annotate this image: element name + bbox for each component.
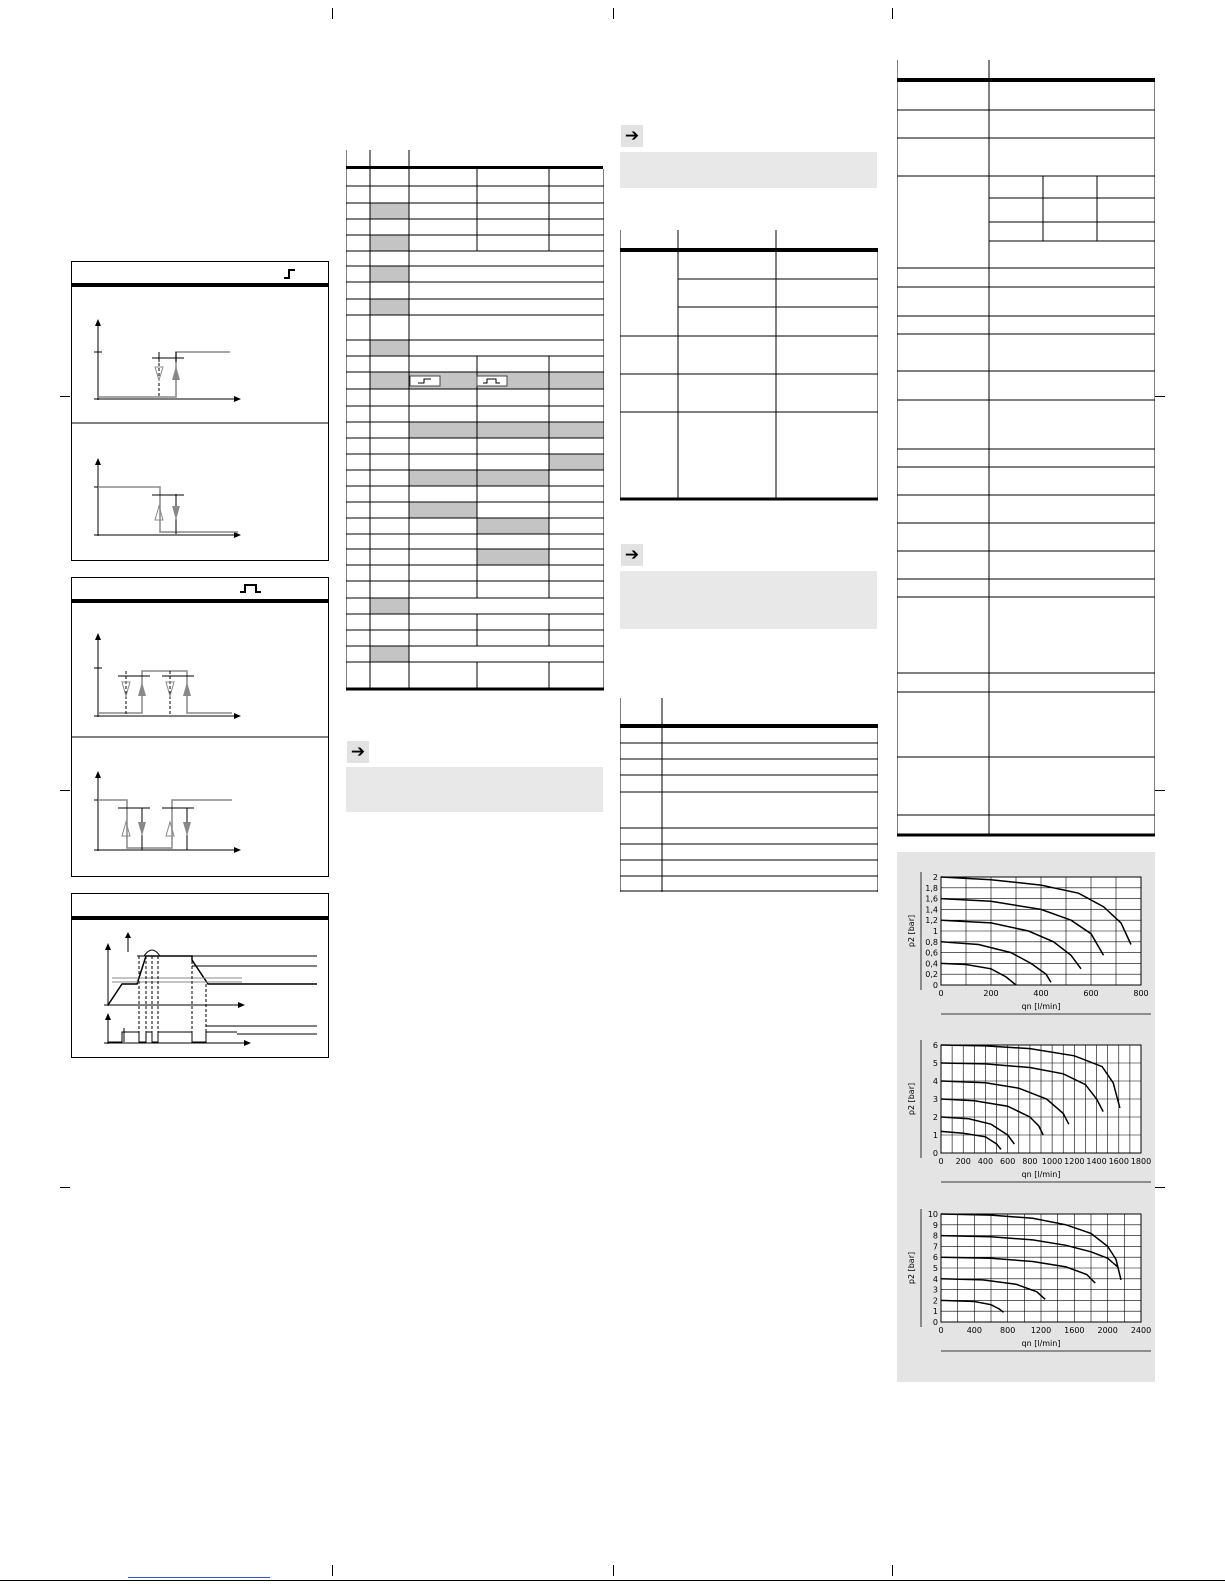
y-tick-label: 0,6 <box>925 948 938 958</box>
crop-mark <box>613 1565 614 1576</box>
settings-table <box>620 230 878 502</box>
crop-mark <box>60 790 70 791</box>
x-tick-label: 200 <box>983 989 999 998</box>
switch-diagram-box <box>71 261 329 561</box>
switch-diagram <box>72 262 328 560</box>
x-tick-label: 1000 <box>1041 1157 1063 1166</box>
y-tick-label: 1,4 <box>925 905 938 915</box>
y-tick-label: 2 <box>932 873 938 882</box>
x-tick-label: 800 <box>1133 989 1149 998</box>
note-box <box>620 152 877 188</box>
y-tick-label: 3 <box>932 1285 938 1295</box>
y-tick-label: 6 <box>932 1253 938 1263</box>
window-diagram <box>72 578 328 876</box>
y-axis-label: p2 [bar] <box>907 1251 916 1285</box>
x-axis-label: qn [l/min] <box>1021 1002 1061 1011</box>
y-tick-label: 1,6 <box>925 894 938 904</box>
crop-mark <box>892 8 893 19</box>
x-tick-label: 2400 <box>1130 1326 1152 1335</box>
technical-data-table <box>897 60 1155 838</box>
y-tick-label: 5 <box>932 1059 938 1068</box>
timing-diagram <box>72 894 328 1057</box>
y-tick-label: 2 <box>932 1296 938 1306</box>
y-axis-label: p2 [bar] <box>907 914 916 948</box>
y-tick-label: 3 <box>932 1095 938 1104</box>
x-tick-label: 1200 <box>1064 1157 1085 1166</box>
y-tick-label: 1 <box>932 1307 938 1317</box>
x-tick-label: 0 <box>938 1326 944 1335</box>
y-tick-label: 10 <box>927 1210 938 1219</box>
x-tick-label: 1600 <box>1064 1326 1085 1335</box>
flow-charts-panel <box>897 852 1155 1382</box>
x-tick-label: 2000 <box>1097 1326 1118 1335</box>
arrow-right-icon: ➔ <box>347 741 369 763</box>
x-axis-label: qn [l/min] <box>1021 1170 1061 1179</box>
y-axis-label: p2 [bar] <box>907 1082 916 1116</box>
crop-mark <box>332 1565 333 1576</box>
crop-mark <box>60 396 70 397</box>
x-tick-label: 400 <box>977 1157 994 1166</box>
y-tick-label: 1,2 <box>925 916 938 926</box>
footer-link[interactable] <box>128 1577 270 1578</box>
y-tick-label: 5 <box>932 1264 938 1273</box>
x-tick-label: 0 <box>938 1157 944 1166</box>
y-tick-label: 1 <box>932 1131 938 1140</box>
x-tick-label: 1800 <box>1130 1157 1152 1166</box>
x-tick-label: 1200 <box>1030 1326 1052 1335</box>
crop-mark <box>332 8 333 19</box>
x-tick-label: 800 <box>1022 1157 1038 1166</box>
crop-mark <box>1155 790 1165 791</box>
x-tick-label: 0 <box>938 989 944 998</box>
window-diagram-box <box>71 577 329 877</box>
note-box <box>620 571 877 629</box>
y-tick-label: 4 <box>932 1077 938 1086</box>
crop-mark <box>60 1187 70 1188</box>
x-tick-label: 800 <box>1000 1326 1016 1335</box>
crop-mark <box>1155 396 1165 397</box>
arrow-right-icon: ➔ <box>621 544 643 566</box>
x-tick-label: 400 <box>1033 989 1049 998</box>
footer-rule <box>0 1580 1225 1581</box>
y-tick-label: 7 <box>932 1242 938 1252</box>
y-tick-label: 2 <box>932 1113 938 1122</box>
timing-diagram-box <box>71 893 329 1058</box>
y-tick-label: 0,2 <box>925 970 938 980</box>
crop-mark <box>1155 1187 1165 1188</box>
y-tick-label: 6 <box>932 1041 938 1050</box>
y-tick-label: 0 <box>932 1318 938 1327</box>
arrow-right-icon: ➔ <box>621 125 643 147</box>
y-tick-label: 1 <box>932 927 938 936</box>
x-tick-label: 1600 <box>1108 1157 1129 1166</box>
x-tick-label: 600 <box>1083 989 1099 998</box>
y-tick-label: 9 <box>932 1220 938 1230</box>
y-tick-label: 0 <box>932 981 938 990</box>
y-tick-label: 0,4 <box>925 959 938 969</box>
y-tick-label: 4 <box>932 1274 938 1284</box>
pulse-signal-icon <box>240 585 261 592</box>
note-box <box>346 767 603 812</box>
x-tick-label: 1400 <box>1086 1157 1107 1166</box>
x-axis-label: qn [l/min] <box>1021 1339 1061 1348</box>
step-signal-icon <box>284 270 295 278</box>
error-table <box>620 698 878 894</box>
flow-charts <box>897 852 1155 1382</box>
x-tick-label: 400 <box>966 1326 982 1335</box>
crop-mark <box>892 1565 893 1576</box>
y-tick-label: 0,8 <box>925 937 938 947</box>
x-tick-label: 600 <box>1000 1157 1016 1166</box>
x-tick-label: 200 <box>955 1157 971 1166</box>
crop-mark <box>613 8 614 19</box>
y-tick-label: 1,8 <box>925 883 938 893</box>
parameter-table <box>346 150 604 700</box>
y-tick-label: 8 <box>932 1231 938 1241</box>
y-tick-label: 0 <box>932 1149 938 1158</box>
